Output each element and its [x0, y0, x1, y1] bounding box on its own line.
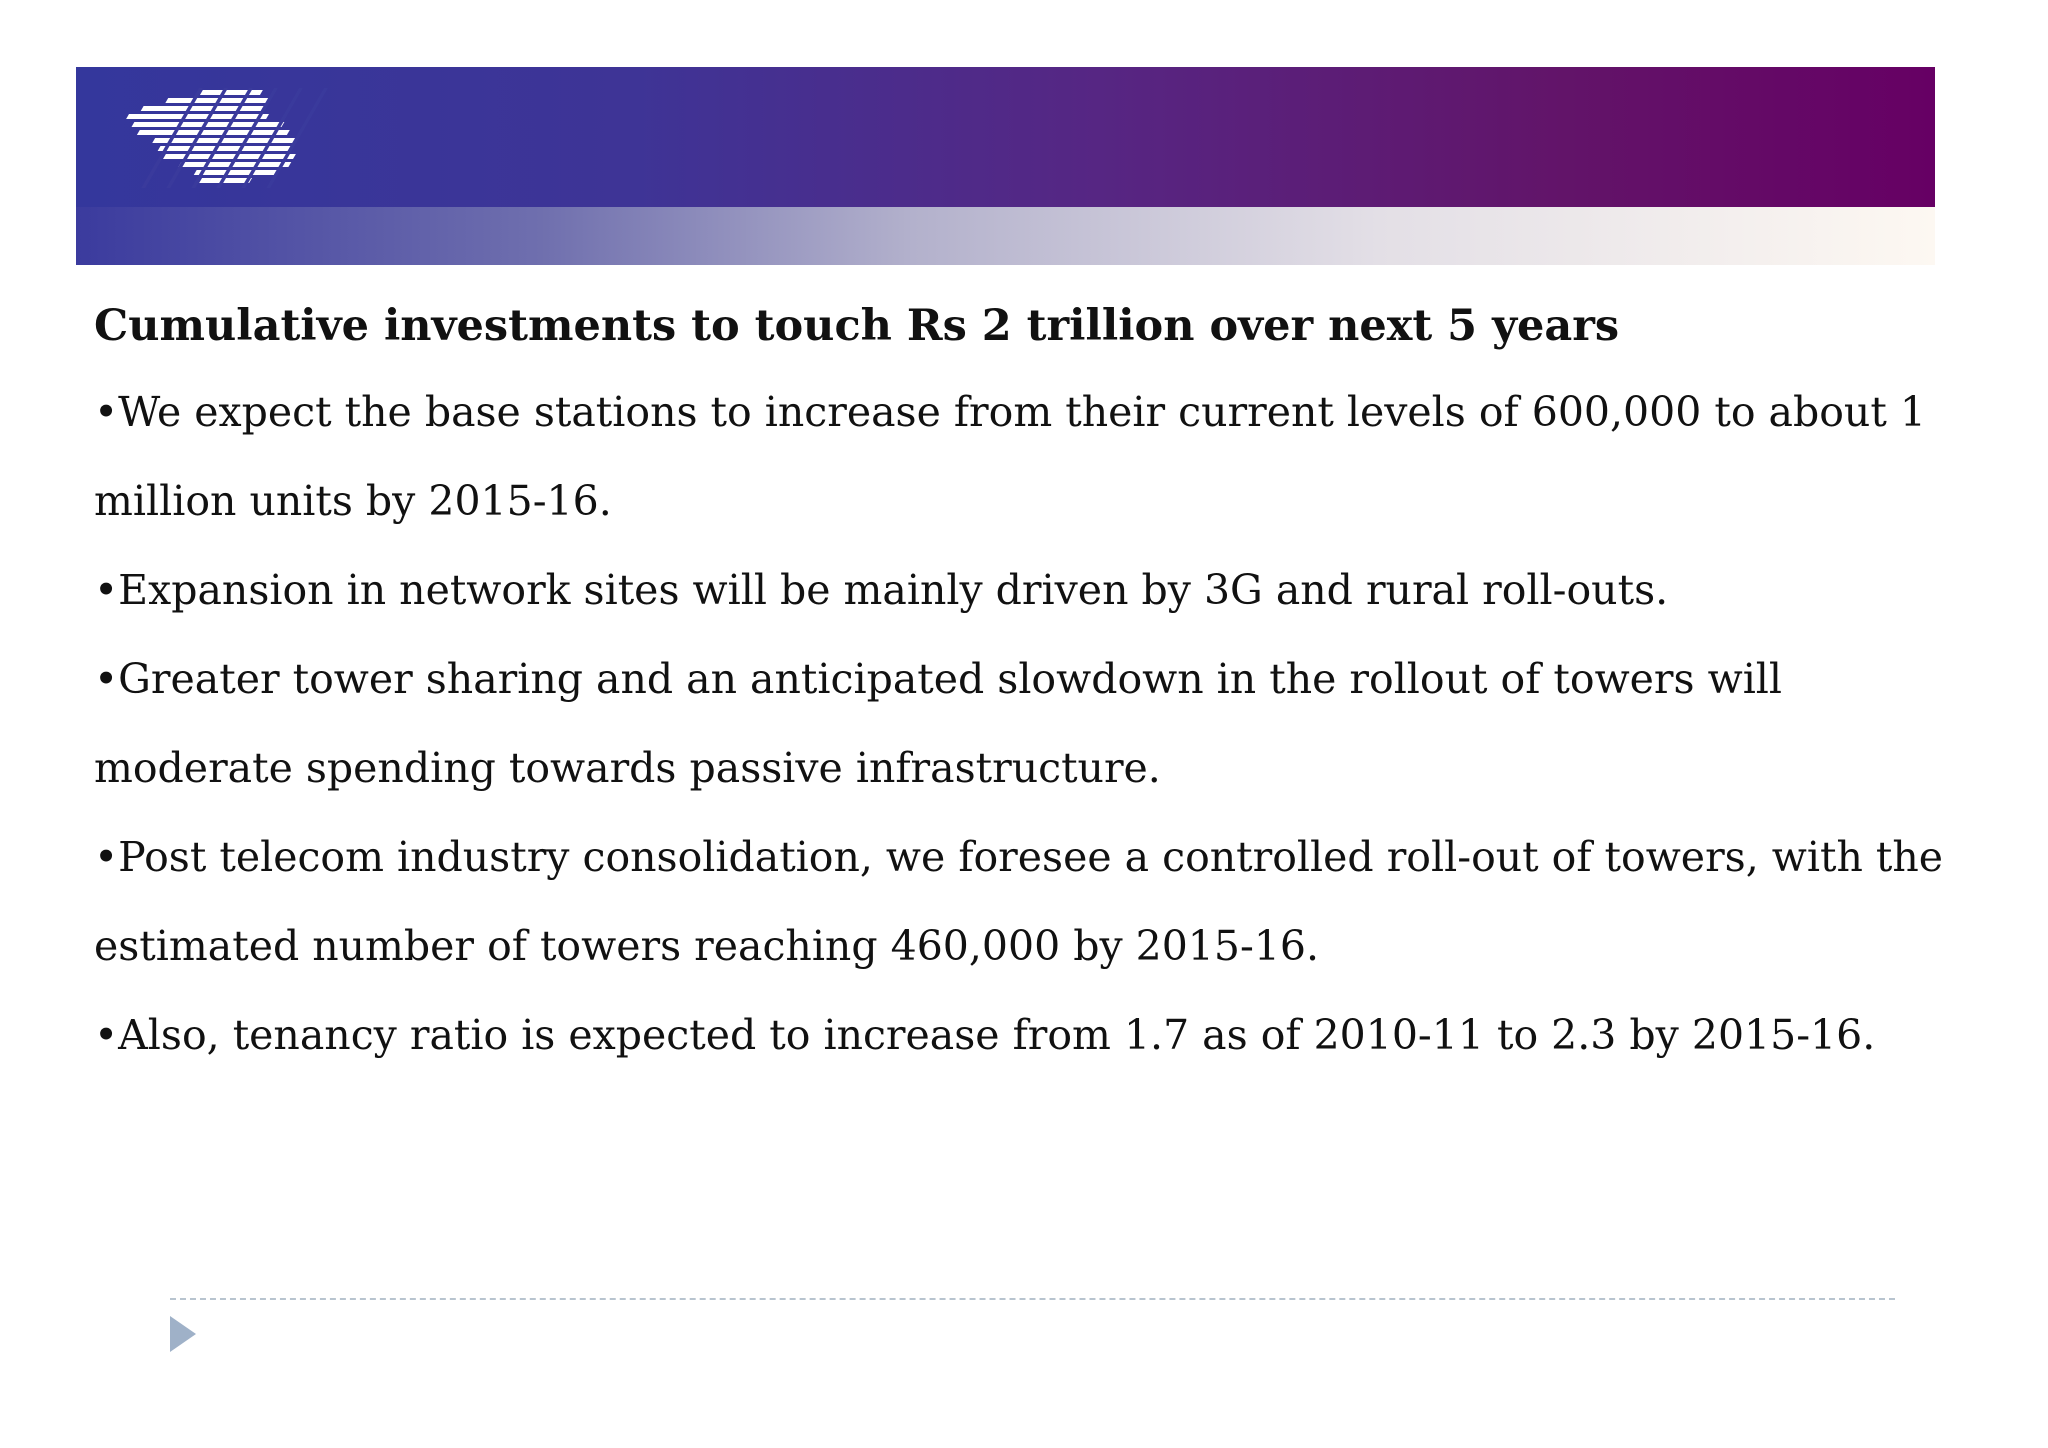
bullet-item: •We expect the base stations to increase from their current levels of 600,000 to about 1 million units by 2015-16.	[94, 388, 1926, 525]
triangle-right-icon	[170, 1316, 196, 1352]
bullet-item: •Expansion in network sites will be mainly driven by 3G and rural roll-outs.	[94, 566, 1669, 614]
slide-content	[94, 290, 1974, 1080]
slide-title: Cumulative investments to touch Rs 2 trillion over next 5 years	[94, 301, 1620, 351]
footer-divider	[170, 1298, 1895, 1300]
bullet-item: •Also, tenancy ratio is expected to increase from 1.7 as of 2010-11 to 2.3 by 2015-16.	[94, 1011, 1876, 1059]
striped-globe-logo-icon	[104, 88, 336, 196]
header-fade-strip	[76, 207, 1935, 265]
bullet-item: •Post telecom industry consolidation, we foresee a controlled roll-out of towers, with the estimated number of towers reaching 460,000 by 2015-16.	[94, 833, 1944, 970]
bullet-item: •Greater tower sharing and an anticipated slowdown in the rollout of towers will moderate spending towards passive infrastructure.	[94, 655, 1783, 792]
header-banner	[76, 67, 1935, 207]
